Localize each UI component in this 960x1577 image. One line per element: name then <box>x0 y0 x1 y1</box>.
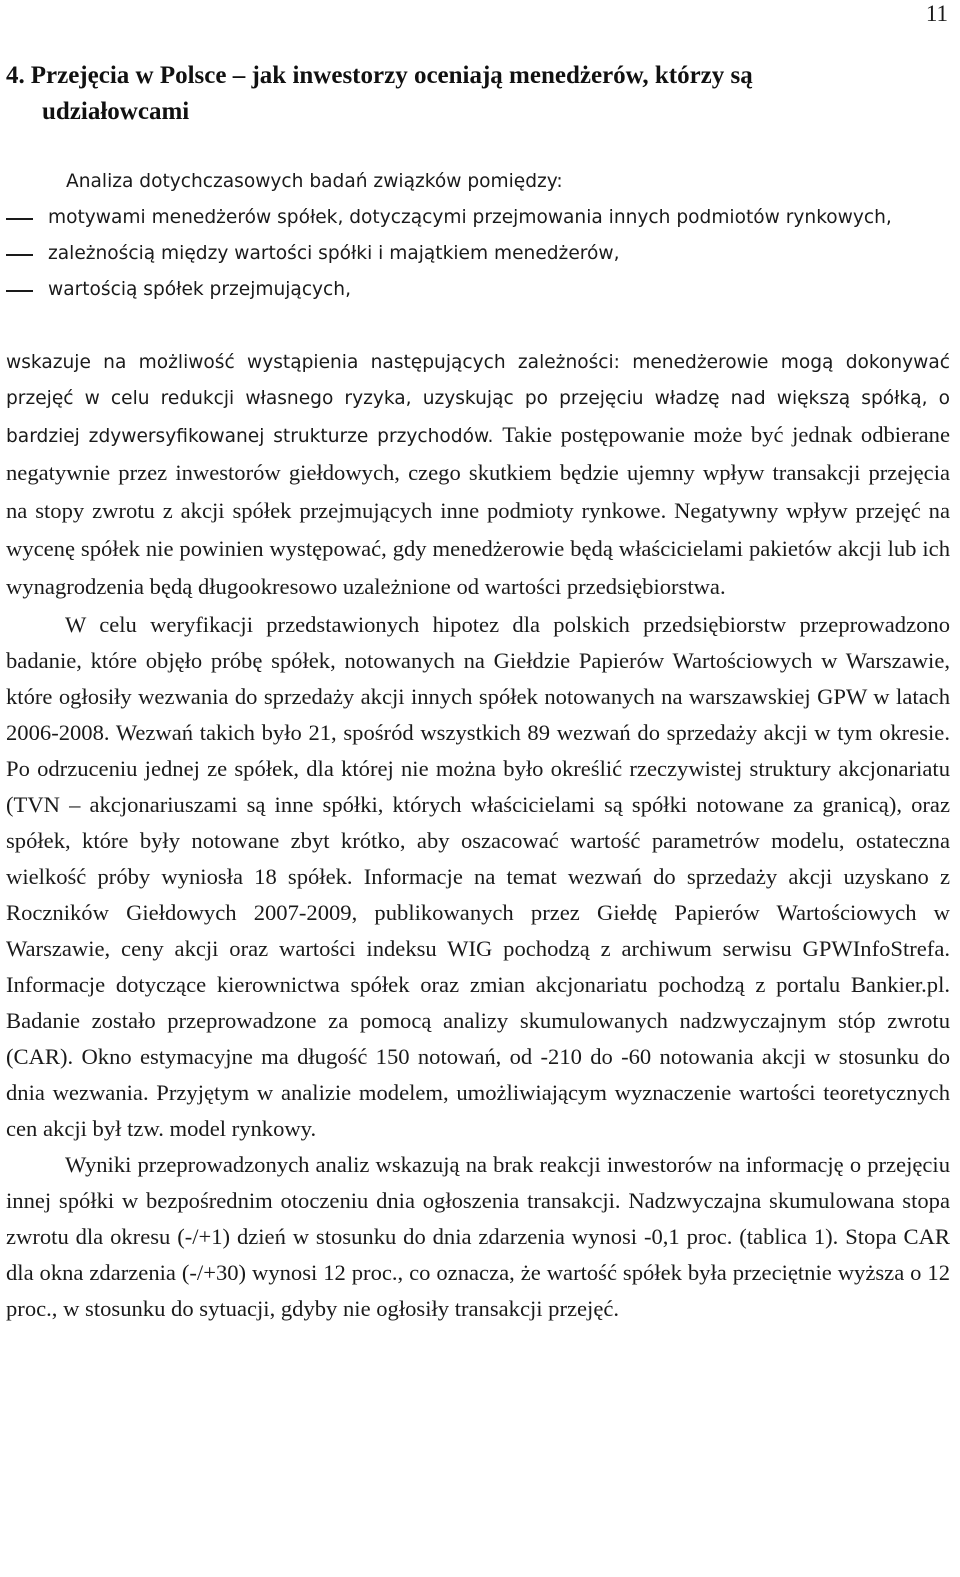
paragraph-3: Wyniki przeprowadzonych analiz wskazują na brak reakcji inwestorów na informację o przejęciu innej spółki w bezpośrednim otoczeniu dnia ogłoszenia transakcji. Nadzwyczajna skumulowana stopa zwrotu dla okresu (-/+1) dzień w stosunku do dnia zdarzenia wynosi -0,1 proc. (tablica 1). Stopa CAR dla okna zdarzenia (-/+30) wynosi 12 proc., co oznacza, że wartość spółek była przeciętnie wyższa o 12 proc., w stosunku do sytuacji, gdyby nie ogłosiły transakcji przejęć. <box>6 1152 950 1321</box>
dash-bullet-icon <box>6 290 33 292</box>
paragraph-2: W celu weryfikacji przedstawionych hipotez dla polskich przedsiębiorstw przeprowadzono badanie, które objęło próbę spółek, notowanych na Giełdzie Papierów Wartościowych w Warszawie, które ogłosiły wezwania do sprzedaży akcji innych spółek notowanych na warszawskiej GPW w latach 2006-2008. Wezwań takich było 21, spośród wszystkich 89 wezwań do sprzedaży akcji w tym okresie. Po odrzuceniu jednej ze spółek, dla której nie można było określić rzeczywistej struktury akcjonariatu (TVN – akcjonariuszami są inne spółki, których właścicielami są spółki notowane za granicą), oraz spółek, które były notowane zbyt krótko, aby oszacować wartość parametrów modelu, ostateczna wielkość próby wyniosła 18 spółek. Informacje na temat wezwań do sprzedaży akcji uzyskano z Roczników Giełdowych 2007-2009, publikowanych przez Giełdę Papierów Wartościowych w Warszawie, ceny akcji oraz wartości indeksu WIG pochodzą z archiwum serwisu GPWInfoStrefa. Informacje dotyczące kierownictwa spółek oraz zmian akcjonariatu pochodzą z portalu Bankier.pl. Badanie zostało przeprowadzone za pomocą analizy skumulowanych nadzwyczajnym stóp zwrotu (CAR). Okno estymacyjne ma długość 150 notowań, od -210 do -60 notowania akcji w stosunku do dnia wezwania. Przyjętym w analizie modelem, umożliwiającym wyznaczenie wartości teoretycznych cen akcji był tzw. model rynkowy. <box>6 612 950 1141</box>
bullet-text: wartością spółek przejmujących, <box>48 279 351 300</box>
bullet-list <box>6 200 950 308</box>
bullet-text: motywami menedżerów spółek, dotyczącymi przejmowania innych podmiotów rynkowych, <box>48 207 892 228</box>
bullet-item <box>6 200 950 236</box>
page-number: 11 <box>925 1 948 26</box>
paragraph-1-sans-part: wskazuje na możliwość wystąpienia następujących zależności: menedżerowie mogą dokonywać przejęć w celu redukcji własnego ryzyka, uzyskując po przejęciu władzę nad większą spółką, o bardziej zdywersyfikowanej strukturze przychodów. <box>6 352 950 447</box>
dash-bullet-icon <box>6 254 33 256</box>
bullet-item <box>6 272 950 308</box>
section-heading <box>6 58 946 130</box>
section-number: 4. <box>6 62 25 89</box>
paragraph-1 <box>6 345 950 607</box>
body-text <box>6 345 950 1327</box>
dash-bullet-icon <box>6 218 33 220</box>
section-title-line1: Przejęcia w Polsce – jak inwestorzy oceniają menedżerów, którzy są <box>30 62 753 89</box>
paragraph-1-serif-part: Takie postępowanie może być jednak odbierane negatywnie przez inwestorów giełdowych, czego skutkiem będzie ujemny wpływ transakcji przejęcia na stopy zwrotu z akcji spółek przejmujących inne podmioty rynkowe. Negatywny wpływ przejęć na wycenę spółek nie powinien występować, gdy menedżerowie będą właścicielami pakietów akcji lub ich wynagrodzenia będą długookresowo uzależnione od wartości przedsiębiorstwa. <box>6 422 950 599</box>
bullet-item <box>6 236 950 272</box>
section-title-line2: udziałowcami <box>42 98 190 125</box>
intro-lead: Analiza dotychczasowych badań związków pomiędzy: <box>66 171 563 192</box>
bullet-text: zależnością między wartości spółki i majątkiem menedżerów, <box>48 243 620 264</box>
intro-block <box>6 164 950 308</box>
